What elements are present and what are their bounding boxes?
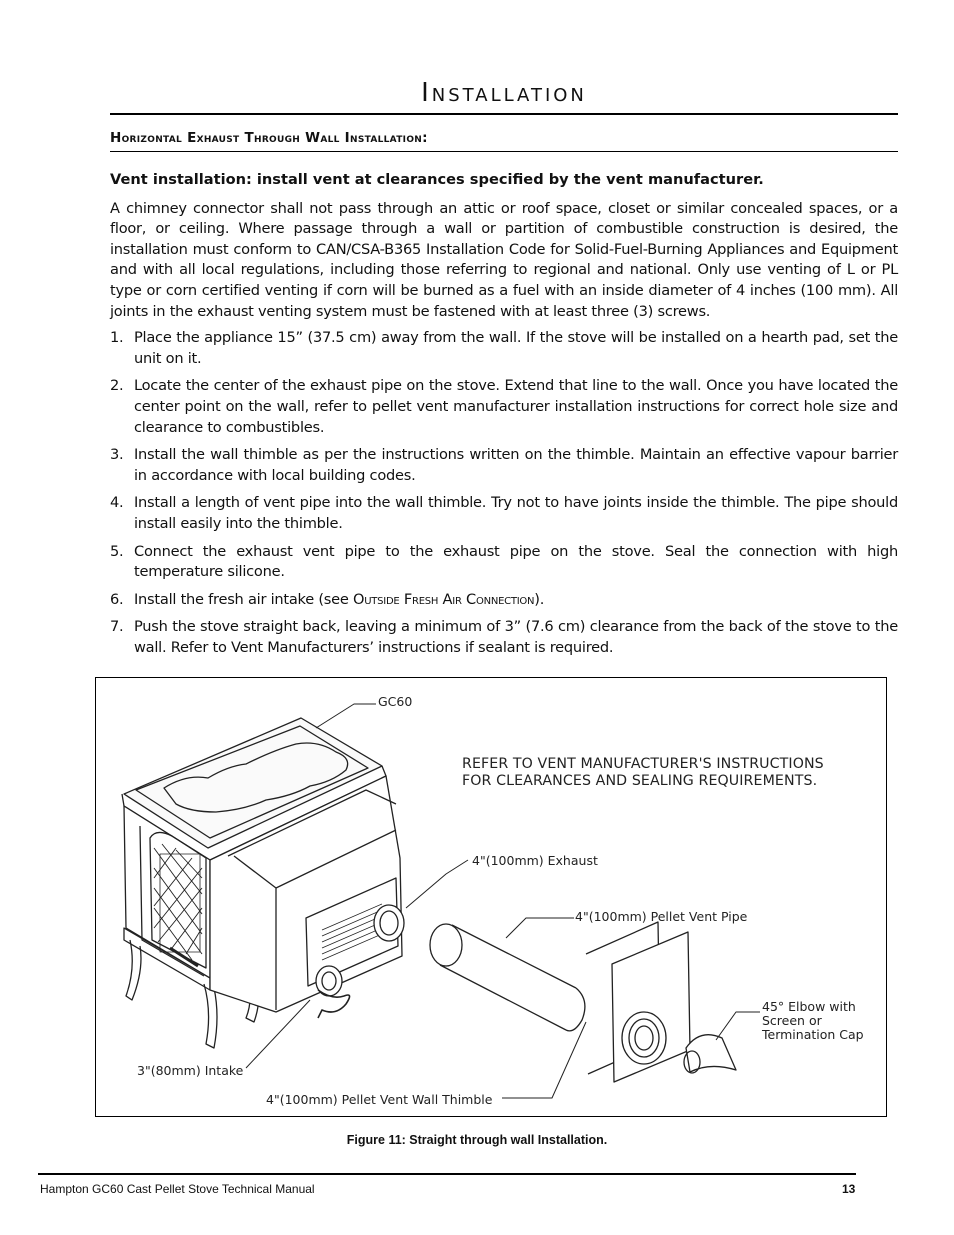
page-title: Installation	[421, 78, 587, 108]
section-rule	[110, 151, 898, 152]
vent-note	[462, 756, 824, 790]
label-model: GC60	[378, 694, 413, 709]
installation-steps	[110, 328, 898, 658]
step-2	[110, 376, 898, 438]
step-1	[110, 328, 898, 369]
step-number: 2.	[110, 377, 124, 395]
label-wall-thimble: 4"(100mm) Pellet Vent Wall Thimble	[266, 1092, 493, 1107]
step-number: 7.	[110, 618, 124, 636]
step-text: Connect the exhaust vent pipe to the exhaust pipe on the stove. Seal the connection with high temperature silicone.	[134, 542, 898, 581]
step-number: 3.	[110, 446, 124, 464]
step-text: Install the wall thimble as per the instructions written on the thimble. Maintain an effective vapour barrier in accordance with local building codes.	[134, 446, 898, 484]
vent-note-line-1: REFER TO VENT MANUFACTURER'S INSTRUCTIONS	[462, 756, 824, 772]
stove-vent-illustration	[96, 678, 886, 1116]
step-7	[110, 617, 898, 658]
footer-rule	[38, 1173, 856, 1175]
label-exhaust: 4"(100mm) Exhaust	[472, 853, 598, 868]
step-number: 6.	[110, 590, 124, 608]
step-number: 4.	[110, 494, 124, 512]
label-elbow-line-2: Screen or	[762, 1013, 822, 1028]
lead-statement: Vent installation: install vent at clearances specified by the vent manufacturer.	[110, 171, 764, 188]
step-6	[110, 590, 898, 611]
label-vent-pipe: 4"(100mm) Pellet Vent Pipe	[575, 909, 748, 924]
title-rule	[110, 113, 898, 115]
vent-note-line-2: FOR CLEARANCES AND SEALING REQUIREMENTS.	[462, 773, 818, 789]
step-text-end: ).	[534, 590, 545, 608]
intro-paragraph: A chimney connector shall not pass through an attic or roof space, closet or similar concealed spaces, or a floor, or ceiling. Where passage through a wall or partition of combustible construction is desired, the installation must conform to CAN/CSA-B365 Installation Code for Solid-Fuel-Burning Appliances and Equipment and with all local regulations, including those referring to regional and national. Only use venting of L or PL type or corn certified venting if corn will be burned as a fuel with an inside diameter of 4 inches (100 mm). All joints in the exhaust venting system must be fastened with at least three (3) screws.	[110, 199, 898, 320]
label-elbow-line-3: Termination Cap	[762, 1027, 864, 1042]
step-5	[110, 542, 898, 583]
step-text: Push the stove straight back, leaving a minimum of 3” (7.6 cm) clearance from the back of the stove to the wall. Refer to Vent Manufacturers’ instructions if sealant is required.	[134, 618, 898, 656]
step-text: Install a length of vent pipe into the wall thimble. Try not to have joints inside the thimble. The pipe should install easily into the thimble.	[134, 494, 898, 532]
step-text: Install the fresh air intake (see	[134, 590, 353, 608]
figure-caption: Figure 11: Straight through wall Installation.	[346, 1133, 608, 1147]
footer-manual-title: Hampton GC60 Cast Pellet Stove Technical Manual	[40, 1182, 315, 1196]
body-text	[110, 170, 898, 665]
label-intake: 3"(80mm) Intake	[137, 1063, 244, 1078]
cross-reference: Outside Fresh Air Connection	[353, 590, 535, 608]
step-number: 5.	[110, 542, 124, 560]
section-heading: Horizontal Exhaust Through Wall Installation:	[110, 130, 428, 146]
step-4	[110, 493, 898, 534]
label-elbow-line-1: 45° Elbow with	[762, 999, 856, 1014]
step-text: Place the appliance 15” (37.5 cm) away from the wall. If the stove will be installed on a hearth pad, set the unit on it.	[134, 329, 898, 367]
installation-figure	[95, 677, 887, 1117]
step-text: Locate the center of the exhaust pipe on the stove. Extend that line to the wall. Once you have located the center point on the wall, refer to pellet vent manufacturer installation instructions for correct hole size and clearance to combustibles.	[134, 377, 898, 436]
step-3	[110, 445, 898, 486]
footer-page-number: 13	[842, 1182, 856, 1196]
step-number: 1.	[110, 329, 124, 347]
